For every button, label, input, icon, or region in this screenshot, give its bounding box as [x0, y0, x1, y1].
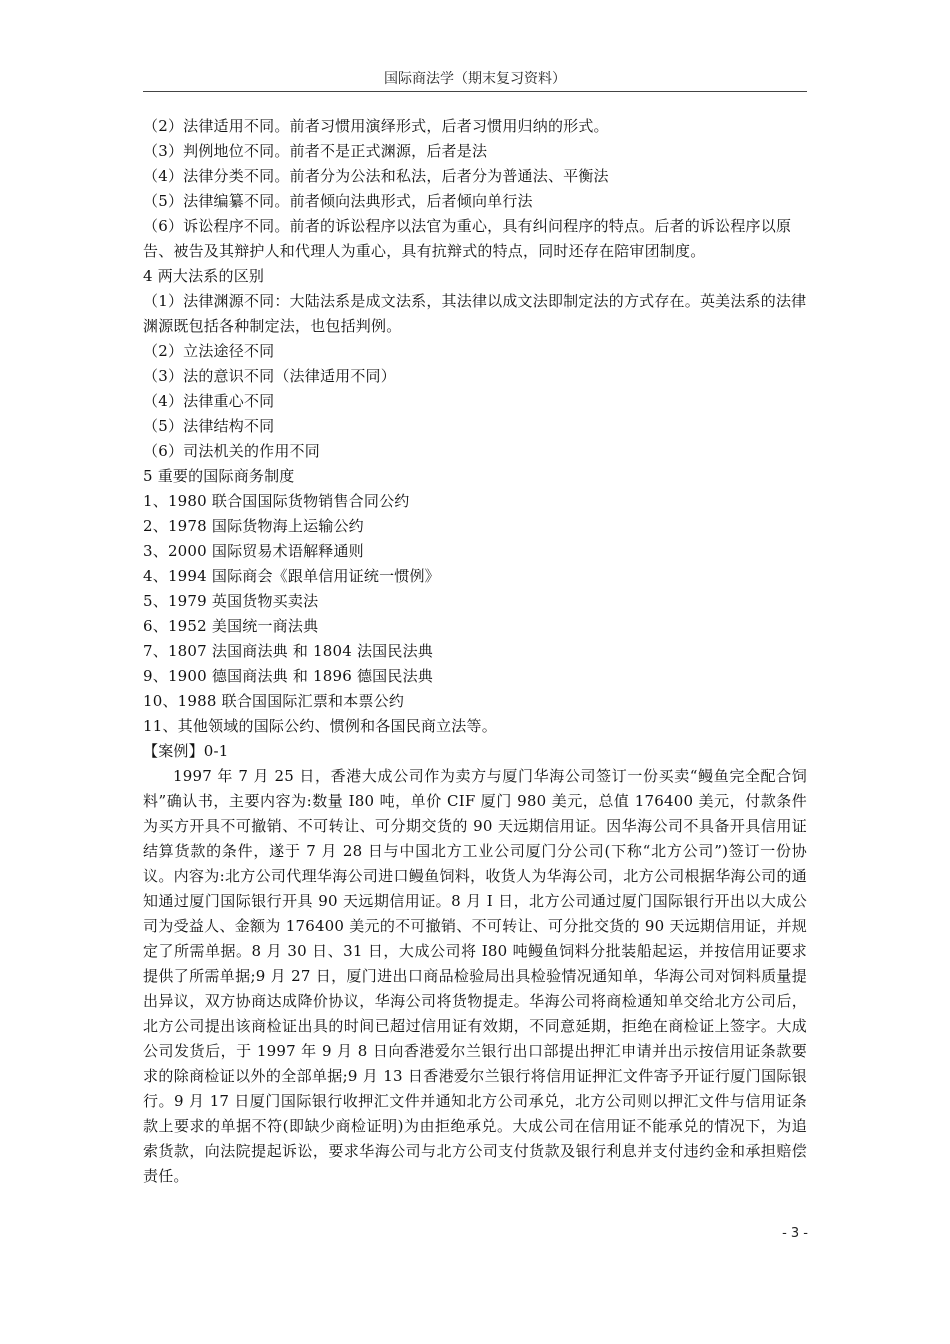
text-line: （3）判例地位不同。前者不是正式渊源，后者是法	[143, 142, 488, 160]
text-line: （4）法律重心不同	[143, 392, 275, 410]
section-heading: 4 两大法系的区别	[143, 267, 265, 285]
text-line: （2）法律适用不同。前者习惯用演绎形式，后者习惯用归纳的形式。	[143, 117, 609, 135]
list-item: 9、1900 德国商法典 和 1896 德国民法典	[143, 667, 433, 685]
case-label: 【案例】0-1	[143, 742, 229, 760]
text-line: （1）法律渊源不同：大陆法系是成文法系，其法律以成文法即制定法的方式存在。英美法系的法律渊源既包括各种制定法，也包括判例。	[143, 292, 807, 335]
list-item: 11、其他领域的国际公约、惯例和各国民商立法等。	[143, 717, 497, 735]
page-content	[143, 114, 807, 1189]
list-item: 3、2000 国际贸易术语解释通则	[143, 542, 364, 560]
section-heading: 5 重要的国际商务制度	[143, 467, 295, 485]
page-header: 国际商法学（期末复习资料）	[384, 71, 566, 87]
list-item: 10、1988 联合国国际汇票和本票公约	[143, 692, 405, 710]
text-line: （6）司法机关的作用不同	[143, 442, 320, 460]
list-item: 6、1952 美国统一商法典	[143, 617, 319, 635]
page-number: - 3 -	[782, 1226, 808, 1241]
text-line: （3）法的意识不同（法律适用不同）	[143, 367, 396, 385]
list-item: 4、1994 国际商会《跟单信用证统一惯例》	[143, 567, 440, 585]
text-line: （5）法律结构不同	[143, 417, 275, 435]
list-item: 5、1979 英国货物买卖法	[143, 592, 319, 610]
text-line: （2）立法途径不同	[143, 342, 275, 360]
text-line: （6）诉讼程序不同。前者的诉讼程序以法官为重心，具有纠问程序的特点。后者的诉讼程序以原告、被告及其辩护人和代理人为重心，具有抗辩式的特点，同时还存在陪审团制度。	[143, 217, 792, 260]
list-item: 1、1980 联合国国际货物销售合同公约	[143, 492, 410, 510]
case-paragraph: 1997 年 7 月 25 日，香港大成公司作为卖方与厦门华海公司签订一份买卖“鳗鱼完全配合饲料”确认书，主要内容为:数量 I80 吨，单价 CIF 厦门 980 美元，总值 176400 美元，付款条件为买方开具不可撤销、不可转让、可分期交货的 90 天远期信用证。因华海公司不具备开具信用证结算货款的条件，遂于 7 月 28 日与中国北方工业公司厦门分公司(下称“北方公司”)签订一份协议。内容为:北方公司代理华海公司进口鳗鱼饲料，收货人为华海公司，北方公司根据华海公司的通知通过厦门国际银行开具 90 天远期信用证。8 月 I 日，北方公司通过厦门国际银行开出以大成公司为受益人、金额为 176400 美元的不可撤销、不可转让、可分批交货的 90 天远期信用证，并规定了所需单据。8 月 30 日、31 日，大成公司将 I80 吨鳗鱼饲料分批装船起运，并按信用证要求提供了所需单据;9 月 27 日，厦门进出口商品检验局出具检验情况通知单，华海公司对饲料质量提出异议，双方协商达成降价协议，华海公司将货物提走。华海公司将商检通知单交给北方公司后，北方公司提出该商检证出具的时间已超过信用证有效期，不同意延期，拒绝在商检证上签字。大成公司发货后，于 1997 年 9 月 8 日向香港爱尔兰银行出口部提出押汇申请并出示按信用证条款要求的除商检证以外的全部单据;9 月 13 日香港爱尔兰银行将信用证押汇文件寄予开证行厦门国际银行。9 月 17 日厦门国际银行收押汇文件并通知北方公司承兑，北方公司则以押汇文件与信用证条款上要求的单据不符(即缺少商检证明)为由拒绝承兑。大成公司在信用证不能承兑的情况下，为追索货款，向法院提起诉讼，要求华海公司与北方公司支付货款及银行利息并支付违约金和承担赔偿责任。	[143, 767, 808, 1185]
header-divider	[143, 91, 807, 92]
text-line: （5）法律编纂不同。前者倾向法典形式，后者倾向单行法	[143, 192, 533, 210]
list-item: 7、1807 法国商法典 和 1804 法国民法典	[143, 642, 433, 660]
list-item: 2、1978 国际货物海上运输公约	[143, 517, 364, 535]
text-line: （4）法律分类不同。前者分为公法和私法，后者分为普通法、平衡法	[143, 167, 609, 185]
